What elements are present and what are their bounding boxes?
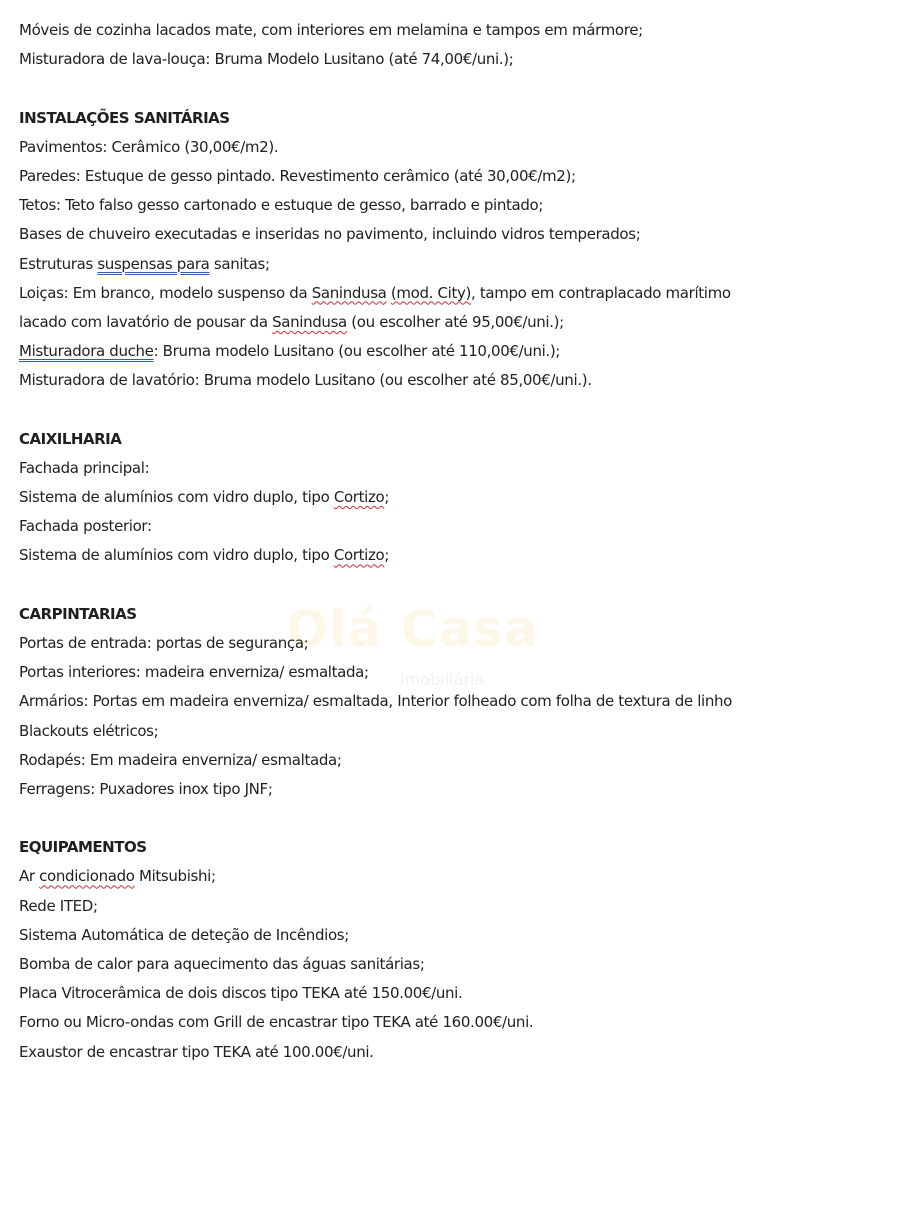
section-heading-equipment: EQUIPAMENTOS (19, 838, 147, 857)
structures-text-a: Estruturas (19, 254, 98, 273)
kitchen-mixer-line: Misturadora de lava-louça: Bruma Modelo Lusitano (até 74,00€/uni.); (19, 50, 514, 69)
equipment-fire-line: Sistema Automática de deteção de Incêndios; (19, 925, 349, 944)
equipment-network-line: Rede ITED; (19, 896, 98, 915)
sanitary-basin-mixer-line: Misturadora de lavatório: Bruma modelo Lusitano (ou escolher até 85,00€/uni.). (19, 371, 592, 390)
blank-line (19, 74, 889, 103)
grammar-flag: Misturadora duche (19, 342, 154, 361)
carpentry-blackouts-line: Blackouts elétricos; (19, 721, 159, 740)
sanitary-shower-mixer-line (19, 337, 889, 366)
sanitary-shower-bases-line: Bases de chuveiro executadas e inseridas no pavimento, incluindo vidros temperados; (19, 225, 641, 244)
frames-system-line-1 (19, 483, 889, 512)
sanitary-loicas-line (19, 279, 889, 308)
spelling-flag: Sanindusa (311, 283, 387, 302)
spelling-flag: condicionado (39, 867, 135, 886)
blank-line (19, 395, 889, 424)
frames-system-line-2 (19, 541, 889, 570)
watermark-subtitle: Imobiliária (400, 670, 485, 689)
loicas-text-a: Loiças: Em branco, modelo suspenso da (19, 283, 312, 302)
sanitary-floors-line: Pavimentos: Cerâmico (30,00€/m2). (19, 137, 279, 156)
loicas-text-c: , tampo em contraplacado marítimo (471, 283, 731, 302)
sanitary-loicas-line-2 (19, 308, 889, 337)
system2-text-b: ; (384, 546, 390, 565)
shower-mixer-text: : Bruma modelo Lusitano (ou escolher até 110,00€/uni.); (153, 342, 561, 361)
section-heading-carpentry: CARPINTARIAS (19, 604, 137, 623)
carpentry-wardrobes-line: Armários: Portas em madeira enverniza/ esmaltada, Interior folheado com folha de textura de linho (19, 692, 732, 711)
sanitary-structures-line (19, 250, 889, 279)
spelling-flag: Cortizo (333, 488, 385, 506)
ac-text-b: Mitsubishi; (134, 867, 216, 886)
loicas2-text-b: (ou escolher até 95,00€/uni.); (346, 312, 564, 331)
equipment-hood-line: Exaustor de encastrar tipo TEKA até 100.00€/uni. (19, 1042, 374, 1061)
frames-rear-facade-line: Fachada posterior: (19, 517, 152, 536)
system1-text-a: Sistema de alumínios com vidro duplo, tipo (19, 488, 334, 506)
structures-text-b: sanitas; (209, 254, 270, 273)
carpentry-interior-doors-line: Portas interiores: madeira enverniza/ esmaltada; (19, 663, 369, 682)
system1-text-b: ; (384, 488, 390, 506)
watermark-logo: Olá Casa (286, 600, 539, 658)
equipment-ac-line (19, 862, 889, 891)
carpentry-hardware-line: Ferragens: Puxadores inox tipo JNF; (19, 779, 273, 798)
ac-text-a: Ar (19, 867, 40, 886)
spelling-flag: (mod. City) (390, 283, 472, 302)
equipment-hob-line: Placa Vitrocerâmica de dois discos tipo TEKA até 150.00€/uni. (19, 984, 463, 1003)
equipment-oven-line: Forno ou Micro-ondas com Grill de encastrar tipo TEKA até 160.00€/uni. (19, 1013, 534, 1032)
section-heading-sanitary: INSTALAÇÕES SANITÁRIAS (19, 108, 230, 127)
spelling-flag: Sanindusa (272, 312, 347, 331)
frames-main-facade-line: Fachada principal: (19, 458, 150, 477)
spelling-flag: Cortizo (333, 546, 385, 565)
kitchen-furniture-line: Móveis de cozinha lacados mate, com interiores em melamina e tampos em mármore; (19, 21, 643, 39)
grammar-flag: suspensas para (97, 254, 210, 273)
blank-line (19, 804, 889, 833)
loicas2-text-a: lacado com lavatório de pousar da (19, 312, 273, 331)
system2-text-a: Sistema de alumínios com vidro duplo, tipo (19, 546, 334, 565)
carpentry-skirting-line: Rodapés: Em madeira enverniza/ esmaltada; (19, 750, 342, 769)
sanitary-walls-line: Paredes: Estuque de gesso pintado. Revestimento cerâmico (até 30,00€/m2); (19, 166, 576, 185)
section-heading-frames: CAIXILHARIA (19, 429, 122, 448)
blank-line (19, 571, 889, 600)
document-body (19, 16, 889, 1067)
sanitary-ceilings-line: Tetos: Teto falso gesso cartonado e estuque de gesso, barrado e pintado; (19, 196, 544, 215)
equipment-heat-pump-line: Bomba de calor para aquecimento das águas sanitárias; (19, 955, 425, 973)
carpentry-entry-doors-line: Portas de entrada: portas de segurança; (19, 633, 309, 652)
